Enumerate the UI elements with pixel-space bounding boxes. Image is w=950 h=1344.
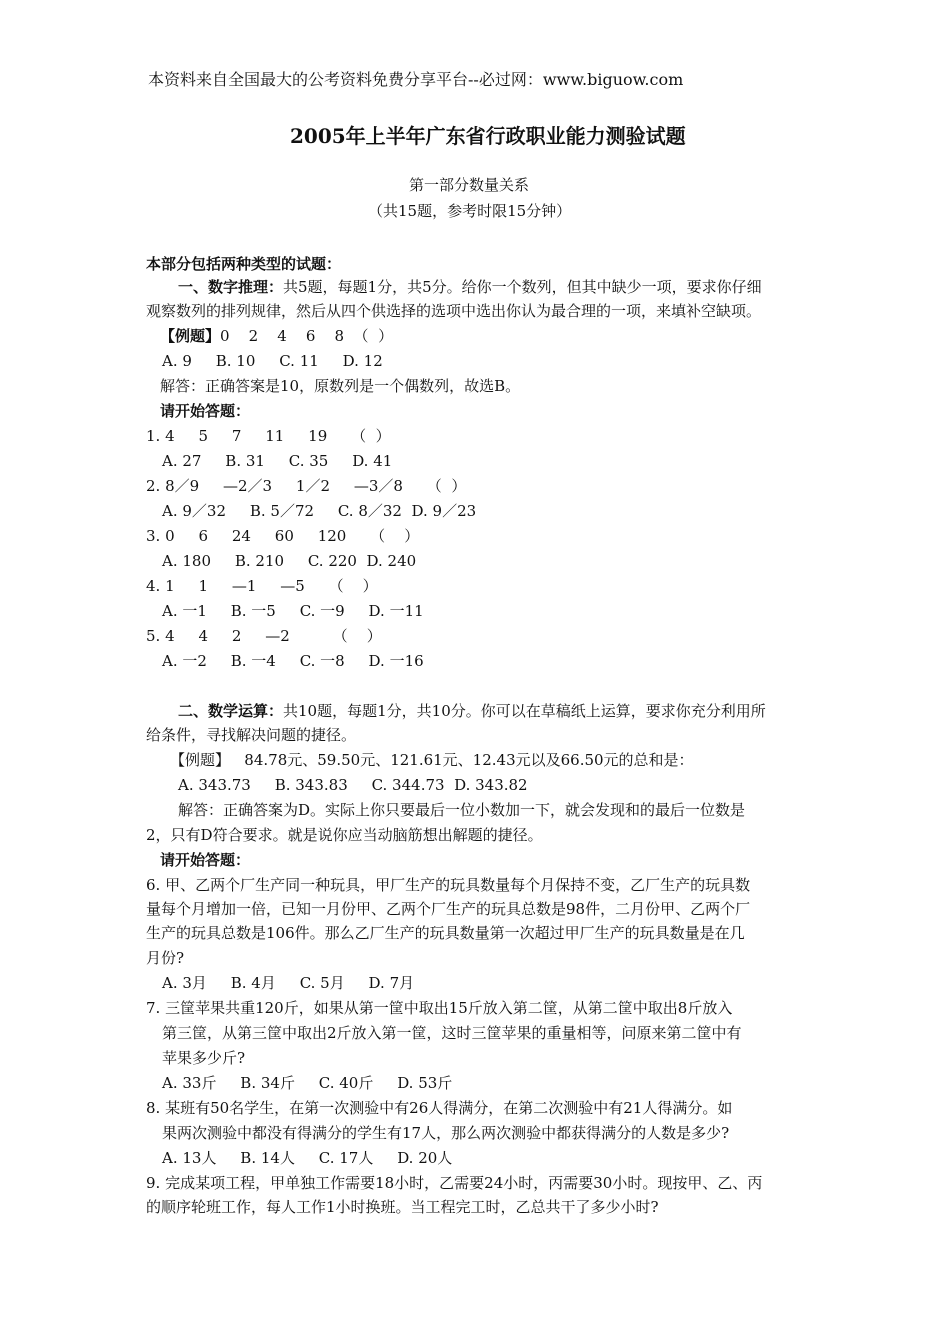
source-header: 本资料来自全国最大的公考资料免费分享平台--必过网：www.biguow.com (148, 70, 684, 89)
sec1-example-label: 【例题】 (160, 327, 221, 345)
sec2-example-options: A. 343.73 B. 343.83 C. 344.73 D. 343.82 (178, 776, 528, 794)
question-6-line2: 量每个月增加一倍，已知一月份甲、乙两个厂生产的玩具总数是98件，二月份甲、乙两个厂 (146, 900, 751, 918)
question-8-options: A. 13人 B. 14人 C. 17人 D. 20人 (162, 1149, 453, 1167)
question-6-options: A. 3月 B. 4月 C. 5月 D. 7月 (162, 974, 415, 992)
question-2: 2. 8／9 —2／3 1／2 —3／8 （ ） (146, 477, 467, 495)
question-6-line4: 月份? (146, 949, 185, 967)
sec1-desc-text: 共5题，每题1分，共5分。给你一个数列，但其中缺少一项，要求你仔细 (283, 278, 762, 296)
question-7-line1: 7. 三筐苹果共重120斤，如果从第一筐中取出15斤放入第二筐，从第二筐中取出8斤放入 (146, 999, 733, 1017)
sec2-desc-line1 (178, 701, 766, 721)
question-3: 3. 0 6 24 60 120 （ ） (146, 527, 420, 545)
question-3-options: A. 180 B. 210 C. 220 D. 240 (162, 552, 417, 570)
sec2-label: 二、数学运算： (178, 702, 284, 720)
sec2-desc-text: 共10题，每题1分，共10分。你可以在草稿纸上运算，要求你充分利用所 (283, 702, 766, 720)
sec1-desc-line2: 观察数列的排列规律，然后从四个供选择的选项中选出你认为最合理的一项，来填补空缺项。 (146, 302, 762, 320)
question-7-line2: 第三筐，从第三筐中取出2斤放入第一筐，这时三筐苹果的重量相等，问原来第二筐中有 (162, 1024, 742, 1042)
question-7-line3: 苹果多少斤? (162, 1049, 246, 1067)
page-title: 2005年上半年广东省行政职业能力测验试题 (290, 124, 686, 148)
sec1-example (160, 326, 393, 346)
question-8-line1: 8. 某班有50名学生，在第一次测验中有26人得满分，在第二次测验中有21人得满分。如 (146, 1099, 733, 1117)
sec1-example-answer: 解答：正确答案是10，原数列是一个偶数列，故选B。 (160, 377, 521, 395)
part-note: （共15题，参考时限15分钟） (368, 202, 572, 220)
sec1-example-options: A. 9 B. 10 C. 11 D. 12 (162, 352, 383, 370)
question-8-line2: 果两次测验中都没有得满分的学生有17人，那么两次测验中都获得满分的人数是多少? (162, 1124, 730, 1142)
sec1-start: 请开始答题： (160, 402, 251, 420)
sec2-answer-line2: 2，只有D符合要求。就是说你应当动脑筋想出解题的捷径。 (146, 826, 543, 844)
question-5: 5. 4 4 2 —2 （ ） (146, 627, 382, 645)
question-9-line1: 9. 完成某项工程，甲单独工作需要18小时，乙需要24小时，丙需要30小时。现按甲、乙、丙 (146, 1174, 763, 1192)
question-1: 1. 4 5 7 11 19 （ ） (146, 427, 391, 445)
question-4: 4. 1 1 —1 —5 （ ） (146, 577, 378, 595)
question-7-options: A. 33斤 B. 34斤 C. 40斤 D. 53斤 (162, 1074, 453, 1092)
question-2-options: A. 9／32 B. 5／72 C. 8／32 D. 9／23 (162, 502, 477, 520)
question-9-line2: 的顺序轮班工作，每人工作1小时换班。当工程完工时，乙总共干了多少小时? (146, 1198, 659, 1216)
sec2-example: 【例题】 84.78元、59.50元、121.61元、12.43元以及66.50元的总和是： (170, 751, 694, 769)
sec1-desc-line1 (178, 277, 762, 297)
sec1-label: 一、数字推理： (178, 278, 284, 296)
question-4-options: A. 一1 B. 一5 C. 一9 D. 一11 (162, 602, 424, 620)
sec2-answer-line1: 解答：正确答案为D。实际上你只要最后一位小数加一下，就会发现和的最后一位数是 (178, 801, 746, 819)
sec2-start: 请开始答题： (160, 851, 251, 869)
question-5-options: A. 一2 B. 一4 C. 一8 D. 一16 (162, 652, 424, 670)
question-6-line1: 6. 甲、乙两个厂生产同一种玩具，甲厂生产的玩具数量每个月保持不变，乙厂生产的玩具数 (146, 876, 751, 894)
question-1-options: A. 27 B. 31 C. 35 D. 41 (162, 452, 393, 470)
part-title: 第一部分数量关系 (409, 176, 530, 194)
intro-heading: 本部分包括两种类型的试题： (146, 255, 342, 273)
sec1-example-seq: 0 2 4 6 8 （ ） (220, 327, 394, 345)
question-6-line3: 生产的玩具总数是106件。那么乙厂生产的玩具数量第一次超过甲厂生产的玩具数量是在几 (146, 924, 745, 942)
sec2-desc-line2: 给条件，寻找解决问题的捷径。 (146, 726, 357, 744)
